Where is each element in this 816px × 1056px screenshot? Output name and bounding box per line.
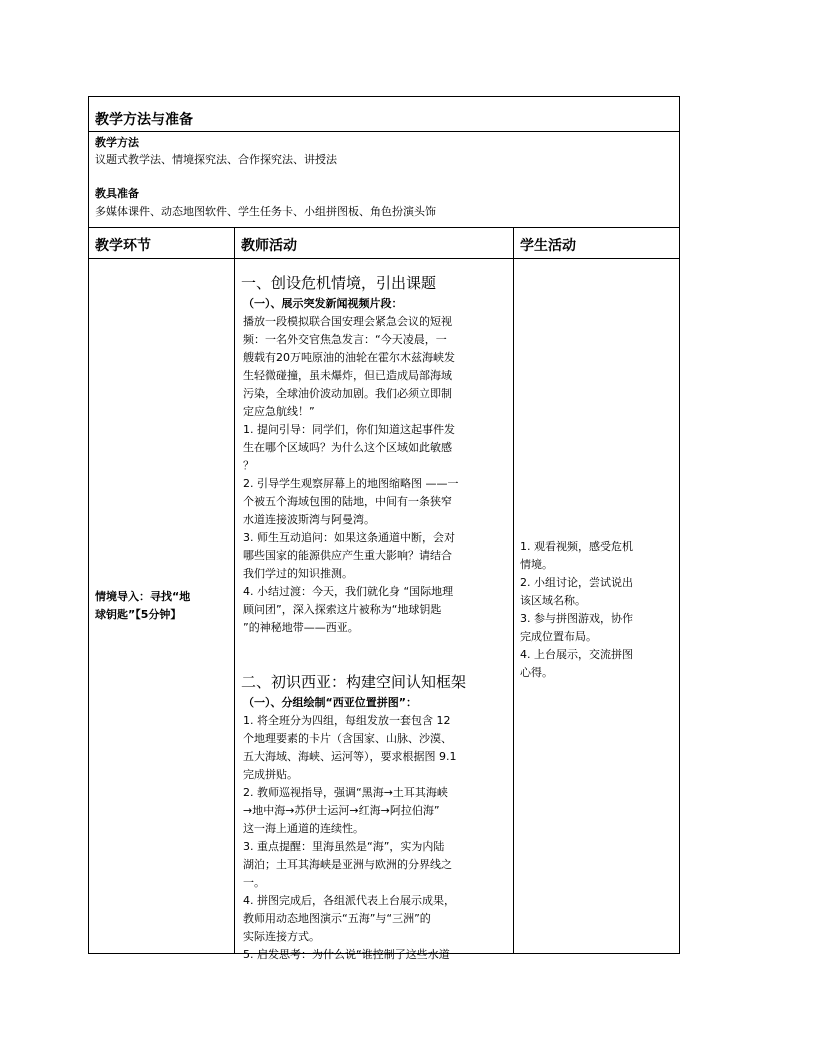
section2-body: 1. 将全班分为四组，每组发放一套包含 12 个地理要素的卡片（含国家、山脉、沙漠、 五大海域、海峡、运河等），要求根据图 9.1 完成拼贴。 2. 教师巡视指导，强调“黑海→土耳其海峡 →地中海→苏伊士运河→红海→阿拉伯海” 这一海上通道的连续性。 3. 重点提醒：里海虽然是“海”，实为内陆 湖泊；土耳其海峡是亚洲与欧洲的分界线之 一。 4. 拼图完成后，各组派代表上台展示成果， 教师用动态地图演示“五海”与“三洲”的 实际连接方式。 5. 启发思考：为什么说“谁控制了这些水道 xyxy=(243,714,457,961)
prep-title: 教学方法与准备 xyxy=(95,112,193,128)
section2-subheading: （一）、分组绘制“西亚位置拼图”： xyxy=(243,696,417,709)
method-text: 议题式教学法、情境探究法、合作探究法、讲授法 xyxy=(95,153,337,166)
title-underline xyxy=(89,131,679,132)
table-border-mid2 xyxy=(88,258,680,259)
section1-heading: 一、创设危机情境，引出课题 xyxy=(241,274,437,292)
table-border-mid1 xyxy=(88,227,680,228)
stage-cell: 情境导入：寻找“地 球钥匙”【5分钟】 xyxy=(95,590,191,621)
tools-text: 多媒体课件、动态地图软件、学生任务卡、小组拼图板、角色扮演头饰 xyxy=(95,205,436,218)
method-label: 教学方法 xyxy=(95,136,139,149)
header-teacher: 教师活动 xyxy=(241,238,297,254)
header-student: 学生活动 xyxy=(520,238,576,254)
table-border-right xyxy=(679,96,680,954)
table-border-left xyxy=(88,96,89,954)
table-col-divider-2 xyxy=(513,227,514,954)
header-stage: 教学环节 xyxy=(95,238,151,254)
table-col-divider-1 xyxy=(234,227,235,954)
student-cell: 1. 观看视频，感受危机 情境。 2. 小组讨论，尝试说出 该区域名称。 3. 参与拼图游戏，协作 完成位置布局。 4. 上台展示，交流拼图 心得。 xyxy=(520,540,633,679)
section1-subheading: （一）、展示突发新闻视频片段： xyxy=(243,297,403,310)
section1-body: 播放一段模拟联合国安理会紧急会议的短视 频：一名外交官焦急发言：“今天凌晨，一 艘载有20万吨原油的油轮在霍尔木兹海峡发 生轻微碰撞，虽未爆炸，但已造成局部海域 污染，全球油价波动加剧。我们必须立即制 定应急航线！” 1. 提问引导：同学们，你们知道这起事件发 生在哪个区域吗？为什么这个区域如此敏感 ？ 2. 引导学生观察屏幕上的地图缩略图 ——一 个被五个海域包围的陆地，中间有一条狭窄 水道连接波斯湾与阿曼湾。 3. 师生互动追问：如果这条通道中断，会对 哪些国家的能源供应产生重大影响？请结合 我们学过的知识推测。 4. 小结过渡：今天，我们就化身 “国际地理 顾问团”，深入探索这片被称为“地球钥匙 ”的神秘地带——西亚。 xyxy=(243,315,459,634)
table-border-top xyxy=(88,96,680,97)
tools-label: 教具准备 xyxy=(95,187,139,200)
section2-heading: 二、初识西亚：构建空间认知框架 xyxy=(241,673,467,691)
